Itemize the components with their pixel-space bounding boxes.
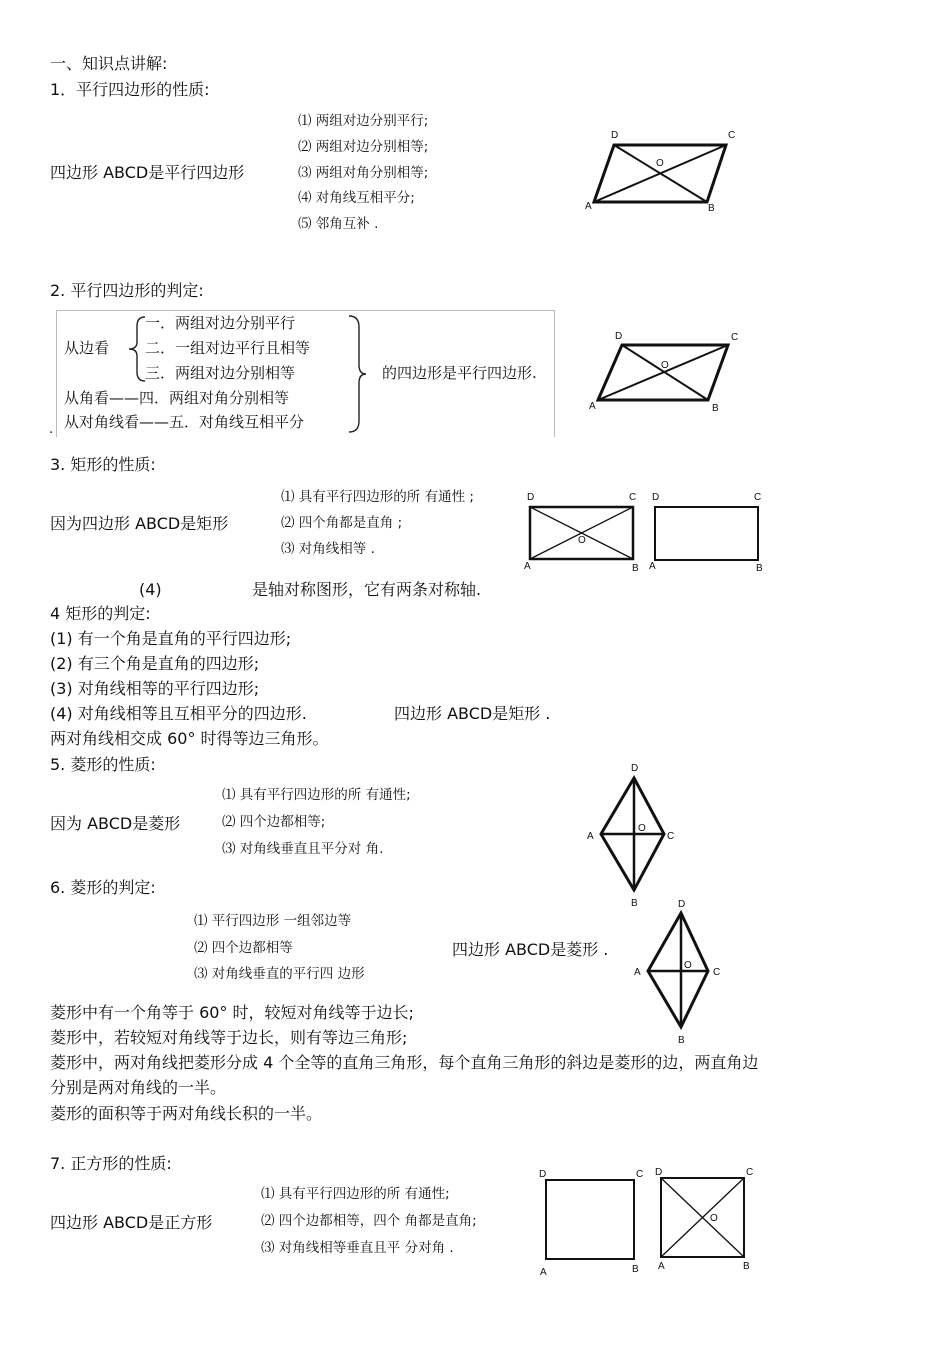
s4-conclusion: 四边形 ABCD是矩形 . [394,704,551,723]
s3-prop-1: ⑴ 具有平行四边形的所 有通性 ; [281,489,474,505]
judgment-conclusion: 的四边形是平行四边形. [382,364,537,382]
fig6-label-c: C [713,967,721,978]
s7-prop-2: ⑵ 四个边都相等，四个 角都是直角; [261,1213,477,1229]
fig7-label-d: D [539,1169,547,1180]
fig6-label-d: D [678,899,686,910]
s4-item-1: (1) 有一个角是直角的平行四边形; [50,629,292,648]
diagonal-view-line: 从对角线看——五．对角线互相平分 [64,413,305,431]
fig7-label-b: B [632,1264,639,1275]
s4-item-3: (3) 对角线相等的平行四边形; [50,679,260,698]
fig3-label-b: B [632,563,639,574]
s3-subject: 因为四边形 ABCD是矩形 [50,514,229,533]
fig8-label-o: O [710,1213,718,1224]
rectangle-diagonals-figure [530,507,633,559]
s6-prop-1: ⑴ 平行四边形 一组邻边等 [194,913,352,929]
fig2-label-a: A [589,401,596,412]
edge-item-2: 二．一组对边平行且相等 [145,339,311,357]
fig1-label-a: A [585,201,592,212]
fig8-label-c: C [746,1167,754,1178]
fig4-label-c: C [754,492,762,503]
judgment-box [56,310,555,437]
s1-subject: 四边形 ABCD是平行四边形 [50,163,245,182]
fig2-label-b: B [712,403,719,414]
s6-note-4: 分别是两对角线的一半。 [50,1078,227,1097]
fig7-label-c: C [636,1169,644,1180]
fig6-label-o: O [684,960,692,971]
s5-subject: 因为 ABCD是菱形 [50,814,181,833]
s3-prop-2: ⑵ 四个角都是直角 ; [281,515,403,531]
s7-prop-3: ⑶ 对角线相等垂直且平 分对角 . [261,1240,454,1256]
s3-item4-text: 是轴对称图形，它有两条对称轴. [252,580,482,599]
fig5-label-b: B [631,898,638,909]
s4-note: 两对角线相交成 60° 时得等边三角形。 [50,729,329,748]
s3-title: 3. 矩形的性质: [50,455,156,474]
s6-title: 6. 菱形的判定: [50,878,156,897]
s6-prop-3: ⑶ 对角线垂直的平行四 边形 [194,966,365,982]
fig8-label-d: D [655,1167,663,1178]
s7-prop-1: ⑴ 具有平行四边形的所 有通性; [261,1186,450,1202]
fig5-label-a: A [587,831,594,842]
s1-prop-2: ⑵ 两组对边分别相等; [298,139,429,155]
fig3-label-o: O [578,535,586,546]
s1-title: 1．平行四边形的性质: [50,80,210,99]
s4-title: 4 矩形的判定: [50,604,151,623]
s4-item-2: (2) 有三个角是直角的四边形; [50,654,260,673]
s5-prop-3: ⑶ 对角线垂直且平分对 角. [222,841,384,857]
s6-note-1: 菱形中有一个角等于 60° 时，较短对角线等于边长; [50,1003,414,1022]
fig5-label-o: O [638,823,646,834]
s2-dot: . [49,421,54,437]
section-heading: 一、知识点讲解: [50,54,168,73]
s1-prop-4: ⑷ 对角线互相平分; [298,190,415,206]
fig1-label-b: B [708,203,715,214]
left-brace-icon [127,316,147,382]
fig2-label-d: D [615,331,623,342]
s7-subject: 四边形 ABCD是正方形 [50,1213,213,1232]
rhombus-figure-1 [601,778,664,890]
fig5-label-d: D [631,763,639,774]
fig6-label-a: A [634,967,641,978]
fig8-label-b: B [743,1261,750,1272]
s6-note-2: 菱形中，若较短对角线等于边长，则有等边三角形; [50,1028,408,1047]
fig3-label-d: D [527,492,535,503]
fig1-label-o: O [656,158,664,169]
s6-conclusion: 四边形 ABCD是菱形 . [452,940,609,959]
rhombus-figure-2 [648,913,708,1027]
fig5-label-c: C [667,831,675,842]
s5-prop-2: ⑵ 四个边都相等; [222,814,326,830]
s6-prop-2: ⑵ 四个边都相等 [194,940,293,956]
s3-prop-3: ⑶ 对角线相等 . [281,541,375,557]
s2-title: 2. 平行四边形的判定: [50,281,204,300]
s5-title: 5. 菱形的性质: [50,755,156,774]
fig8-label-a: A [658,1261,665,1272]
s7-title: 7. 正方形的性质: [50,1154,172,1173]
angle-view-line: 从角看——四．两组对角分别相等 [64,389,290,407]
edge-item-1: 一．两组对边分别平行 [145,314,296,332]
s4-item-4: (4) 对角线相等且互相平分的四边形. [50,704,307,723]
fig2-label-o: O [661,360,669,371]
fig1-label-d: D [611,130,619,141]
fig1-label-c: C [728,130,736,141]
fig4-label-d: D [652,492,660,503]
s5-prop-1: ⑴ 具有平行四边形的所 有通性; [222,787,411,803]
fig4-label-b: B [756,563,763,574]
fig7-label-a: A [540,1267,547,1278]
rectangle-figure [655,507,758,560]
s1-prop-5: ⑸ 邻角互补 . [298,216,379,232]
fig4-label-a: A [649,561,656,572]
edge-item-3: 三．两组对边分别相等 [145,364,296,382]
fig3-label-c: C [629,492,637,503]
s3-item4-number: (4) [139,580,162,599]
s1-prop-3: ⑶ 两组对角分别相等; [298,165,429,181]
right-brace-icon [347,315,367,433]
parallelogram-figure-2 [598,345,728,400]
fig6-label-b: B [678,1035,685,1046]
parallelogram-figure-1 [594,145,726,202]
fig3-label-a: A [524,561,531,572]
edge-view-label: 从边看 [64,339,110,357]
s6-note-3: 菱形中，两对角线把菱形分成 4 个全等的直角三角形，每个直角三角形的斜边是菱形的边，两直角边 [50,1053,759,1072]
fig2-label-c: C [731,332,739,343]
square-diagonals-figure [661,1178,744,1257]
square-figure [546,1180,634,1259]
s1-prop-1: ⑴ 两组对边分别平行; [298,113,429,129]
s6-note-5: 菱形的面积等于两对角线长积的一半。 [50,1104,323,1123]
